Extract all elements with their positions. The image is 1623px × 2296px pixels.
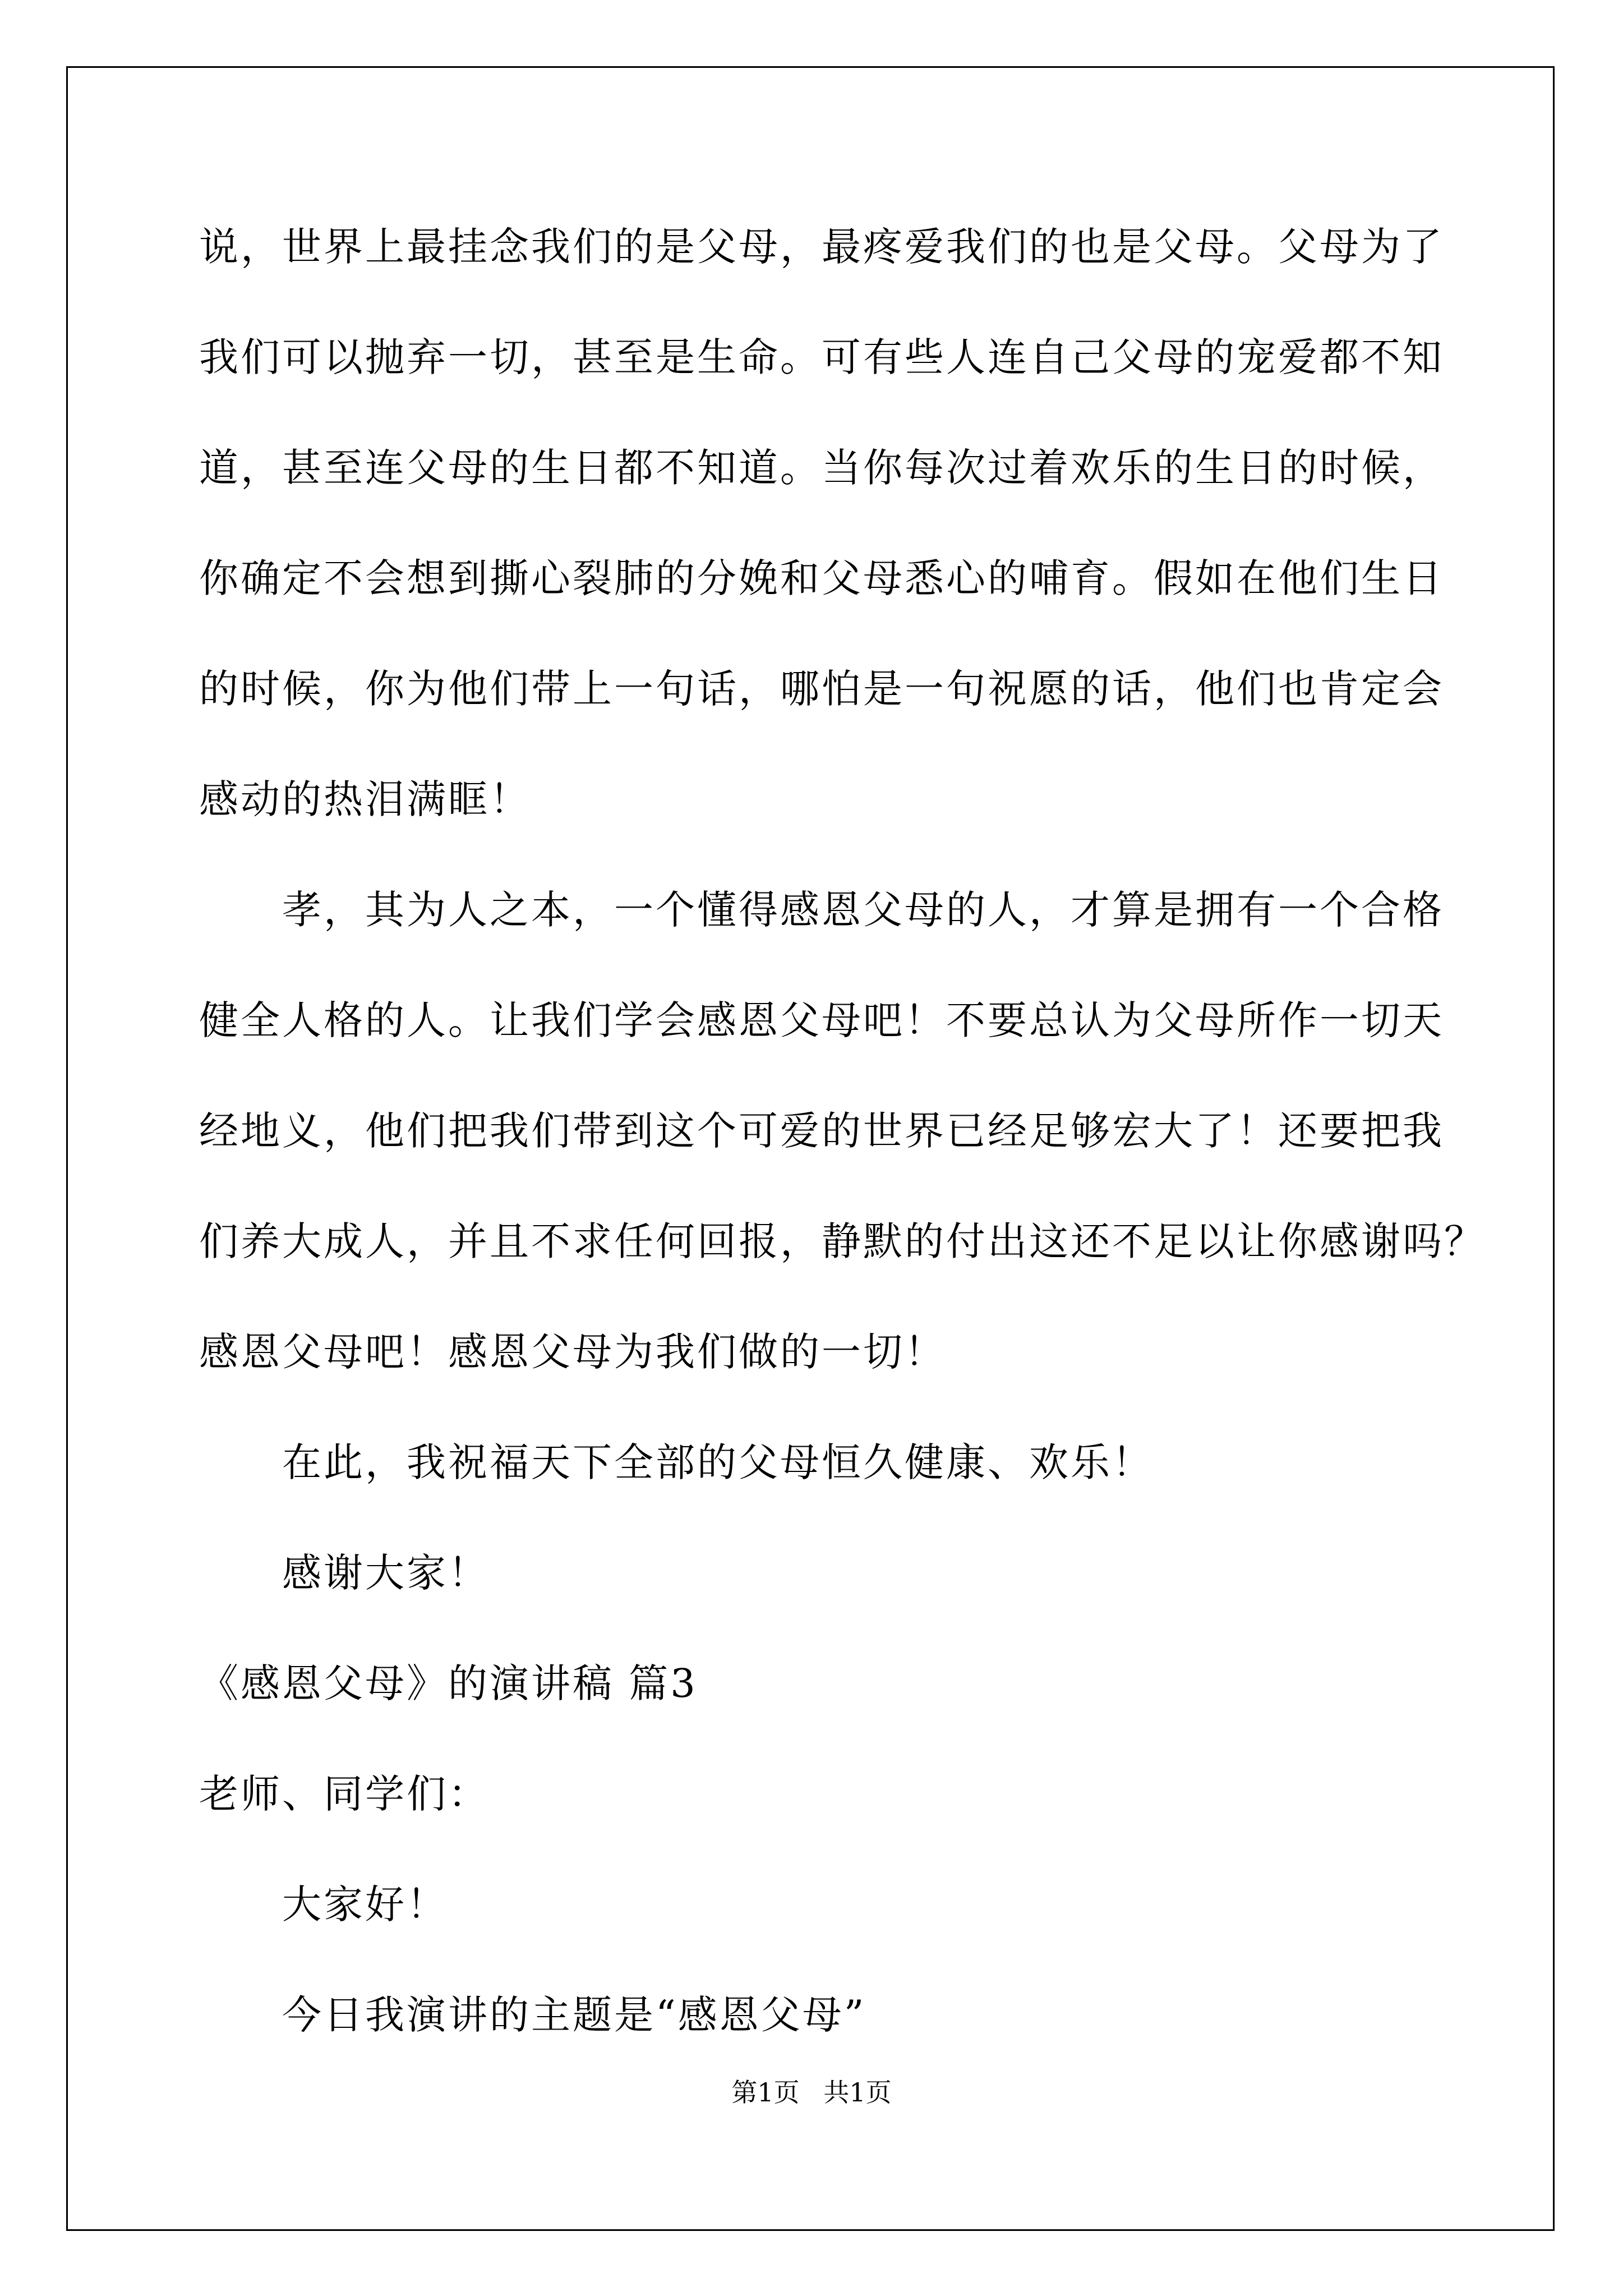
text-line: 的时候，你为他们带上一句话，哪怕是一句祝愿的话，他们也肯定会	[199, 666, 1444, 712]
text-line: 道，甚至连父母的生日都不知道。当你每次过着欢乐的生日的时候，	[199, 445, 1444, 491]
greeting: 大家好！	[282, 1881, 448, 1927]
paragraph-start: 在此，我祝福天下全部的父母恒久健康、欢乐！	[282, 1439, 1154, 1485]
page-number: 第1页	[731, 2077, 800, 2108]
text-line: 你确定不会想到撕心裂肺的分娩和父母悉心的哺育。假如在他们生日	[199, 555, 1444, 601]
text-line: 健全人格的人。让我们学会感恩父母吧！不要总认为父母所作一切天	[199, 997, 1444, 1043]
text-line: 们养大成人，并且不求任何回报，静默的付出这还不足以让你感谢吗？	[199, 1218, 1486, 1264]
text-line: 我们可以抛弃一切，甚至是生命。可有些人连自己父母的宠爱都不知	[199, 334, 1444, 380]
page-total: 共1页	[823, 2077, 892, 2108]
paragraph-start: 孝，其为人之本，一个懂得感恩父母的人，才算是拥有一个合格	[282, 887, 1444, 933]
page-footer	[0, 2076, 1623, 2109]
paragraph-start: 感谢大家！	[282, 1550, 490, 1596]
document-body	[199, 219, 1486, 2097]
salutation: 老师、同学们：	[199, 1771, 490, 1817]
text-line: 说，世界上最挂念我们的是父母，最疼爱我们的也是父母。父母为了	[199, 224, 1444, 270]
text-line: 感动的热泪满眶！	[199, 776, 531, 822]
text-line: 感恩父母吧！感恩父母为我们做的一切！	[199, 1329, 946, 1375]
text-line: 经地义，他们把我们带到这个可爱的世界已经足够宏大了！还要把我	[199, 1108, 1444, 1154]
section-heading: 《感恩父母》的演讲稿 篇3	[199, 1660, 698, 1706]
paragraph-start: 今日我演讲的主题是“感恩父母”	[282, 1992, 866, 2038]
